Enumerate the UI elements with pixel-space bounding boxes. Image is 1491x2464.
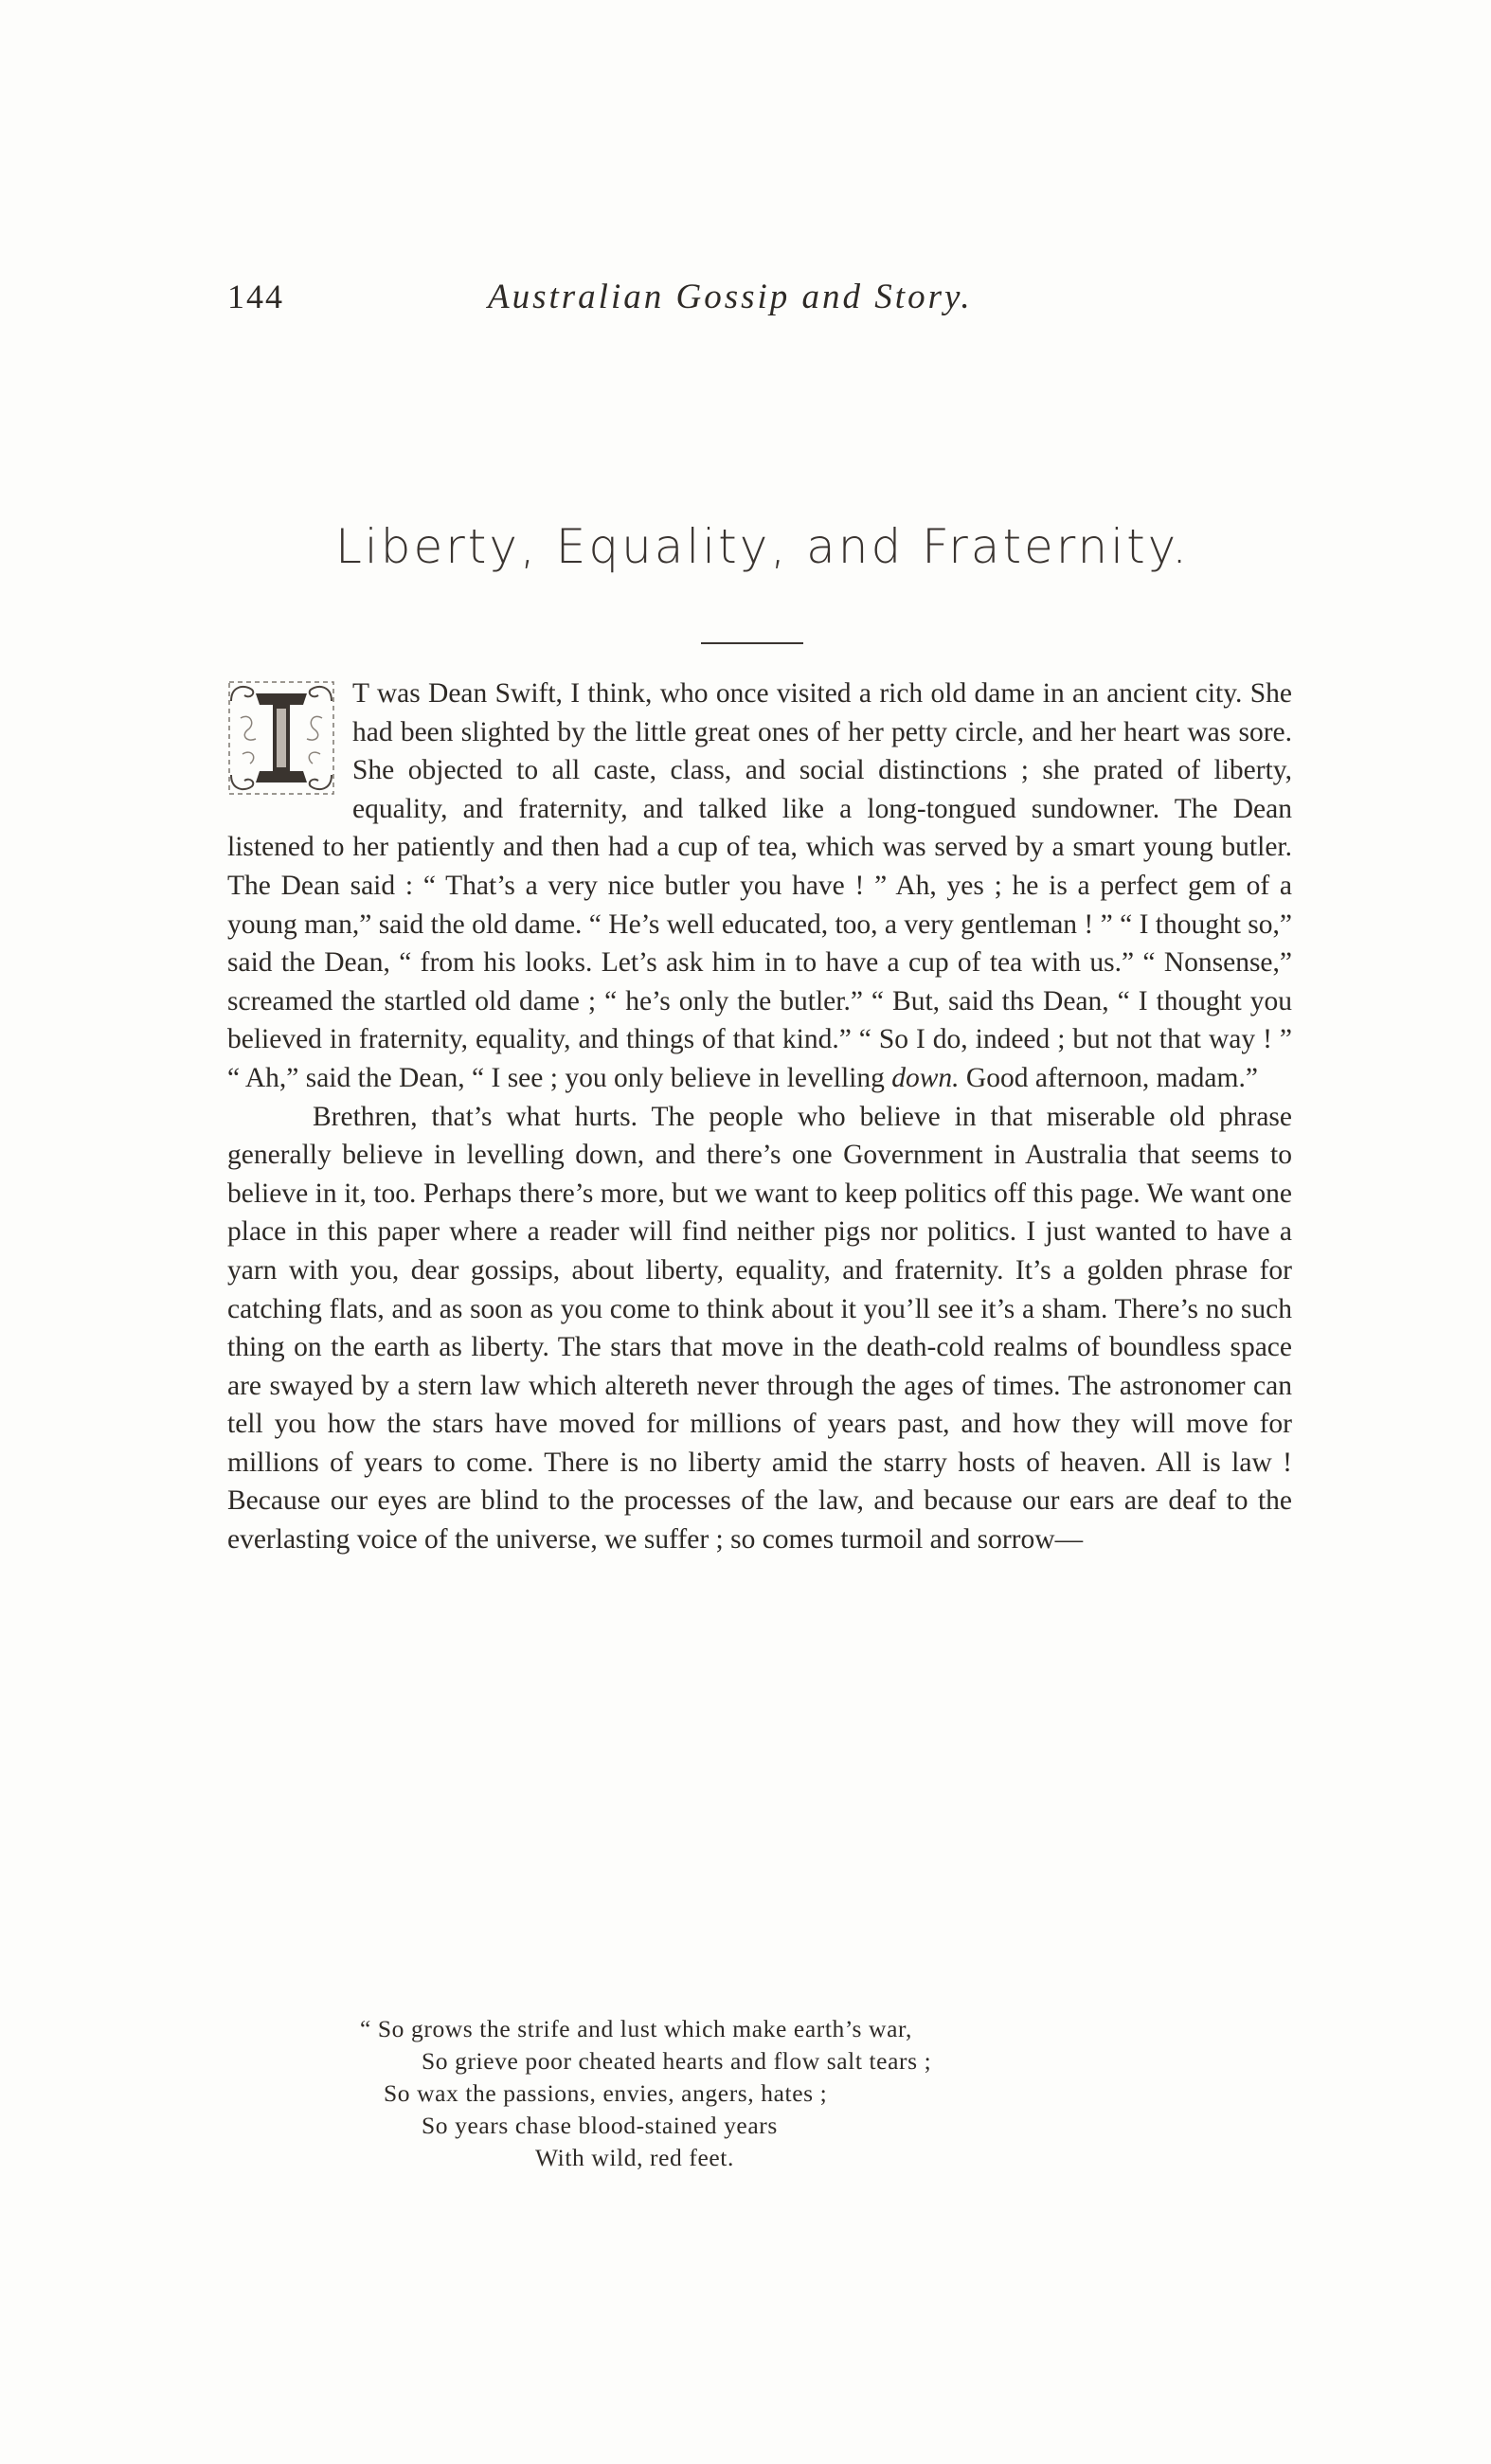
paragraph-1-end: Good afternoon, madam.” (965, 1062, 1258, 1093)
page-number: 144 (227, 278, 284, 315)
paragraph-1 (227, 674, 1292, 1098)
body-text (227, 674, 1292, 1559)
poem-line: With wild, red feet. (535, 2144, 734, 2171)
poem-line: So wax the passions, envies, angers, hates ; (384, 2079, 828, 2107)
ornate-initial-icon (227, 680, 335, 796)
paragraph-1-text: T was Dean Swift, I think, who once visited a rich old dame in an ancient city. She had been slighted by the little great ones of her petty circle, and her heart was sore. She objected to all caste, class, and social distinctions ; she prated of liberty, equality, and fraternity, and talked like a long-tongued sundowner. The Dean listened to her patiently and then had a cup of tea, which was served by a smart young butler. The Dean said : “ That’s a very nice butler you have ! ” Ah, yes ; he is a perfect gem of a young man,” said the old dame. “ He’s well educated, too, a very gentleman ! ” “ I thought so,” said the Dean, “ from his looks. Let’s ask him in to have a cup of tea with us.” “ Nonsense,” screamed the startled old dame ; “ he’s only the butler.” “ But, said ths Dean, “ I thought you believed in fraternity, equality, and things of that kind.” “ So I do, indeed ; but not that way ! ” “ Ah,” said the Dean, “ I see ; you only believe in levelling (227, 678, 1292, 1093)
running-head (227, 277, 1298, 324)
poem-line: “ So grows the strife and lust which make earth’s war, (360, 2015, 913, 2042)
paragraph-1-italic: down. (891, 1062, 960, 1093)
running-title: Australian Gossip and Story. (488, 278, 973, 316)
poem-line: So years chase blood-stained years (422, 2112, 778, 2139)
title-divider (701, 642, 803, 644)
poem-quote (341, 2013, 1194, 2174)
paragraph-2: Brethren, that’s what hurts. The people who believe in that miserable old phrase generally believe in levelling down, and there’s one Government in Australia that seems to believe in it, too. Perhaps there’s more, but we want to keep politics off this page. We want one place in this paper where a reader will find neither pigs nor politics. I just wanted to have a yarn with you, dear gossips, about liberty, equality, and fraternity. It’s a golden phrase for catching flats, and as soon as you come to think about it you’ll see it’s a sham. There’s no such thing on the earth as liberty. The stars that move in the death-cold realms of boundless space are swayed by a stern law which altereth never through the ages of times. The astronomer can tell you how the stars have moved for millions of years past, and how they will move for millions of years to come. There is no liberty amid the starry hosts of heaven. All is law ! Because our eyes are blind to the processes of the law, and because our ears are deaf to the everlasting voice of the universe, we suffer ; so comes turmoil and sorrow— (227, 1101, 1292, 1556)
poem-line: So grieve poor cheated hearts and flow salt tears ; (422, 2047, 932, 2075)
chapter-title: Liberty, Equality, and Fraternity. (334, 519, 1191, 574)
